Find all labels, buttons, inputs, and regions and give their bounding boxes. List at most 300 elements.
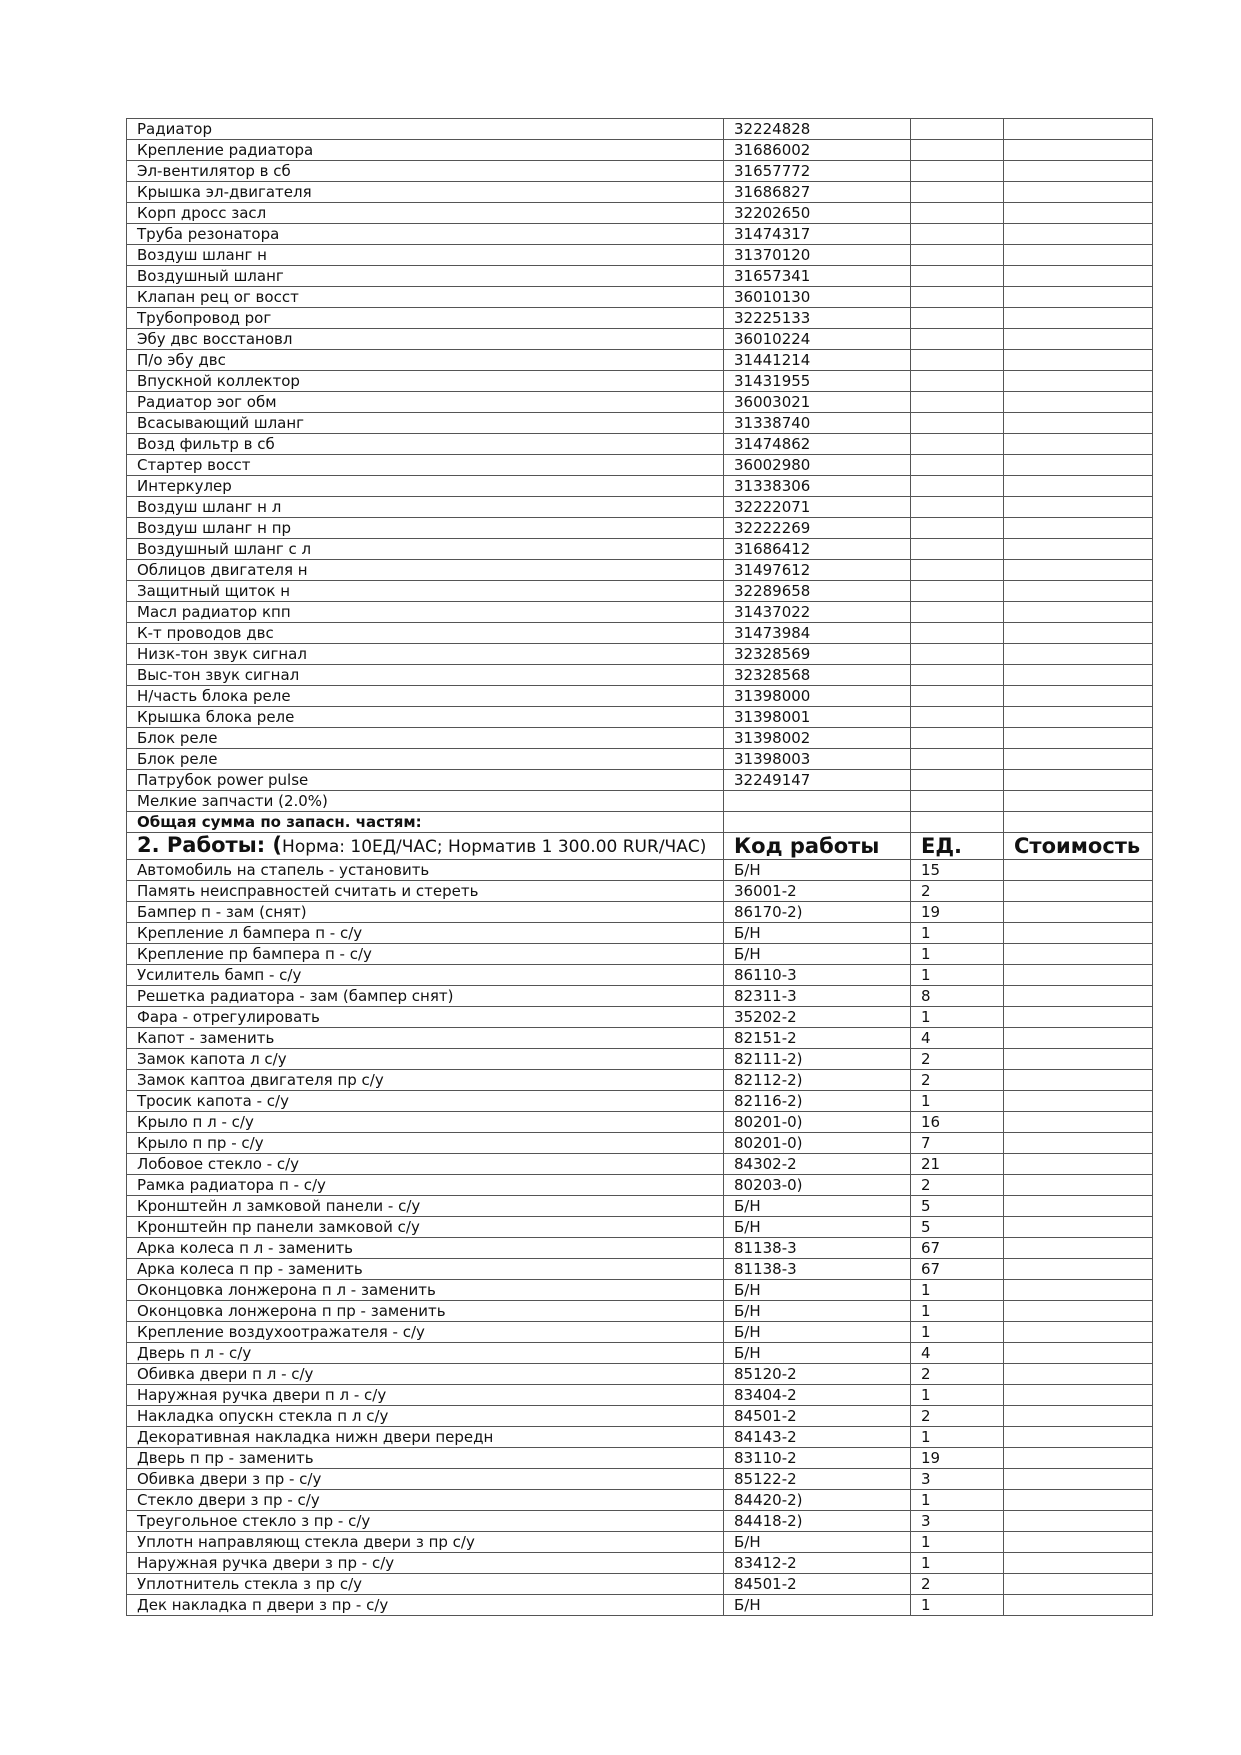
work-cost: [1004, 1448, 1153, 1469]
part-row: [127, 665, 1153, 686]
part-qty: [911, 245, 1004, 266]
work-row: [127, 1532, 1153, 1553]
work-cost: [1004, 1049, 1153, 1070]
work-units: 2: [911, 1175, 1004, 1196]
work-row: [127, 923, 1153, 944]
work-code: 36001-2: [724, 881, 911, 902]
work-units: 2: [911, 1364, 1004, 1385]
part-name: Труба резонатора: [127, 224, 724, 245]
part-cost: [1004, 182, 1153, 203]
part-row: [127, 266, 1153, 287]
work-row: [127, 1196, 1153, 1217]
work-units: 1: [911, 1280, 1004, 1301]
part-code: 31370120: [724, 245, 911, 266]
part-code: 31398003: [724, 749, 911, 770]
work-code: Б/Н: [724, 944, 911, 965]
work-name: Бампер п - зам (снят): [127, 902, 724, 923]
work-code: 81138-3: [724, 1238, 911, 1259]
work-code: Б/Н: [724, 1595, 911, 1616]
part-cost: [1004, 728, 1153, 749]
work-cost: [1004, 1196, 1153, 1217]
part-code: 31474862: [724, 434, 911, 455]
work-code: Б/Н: [724, 1322, 911, 1343]
work-cost: [1004, 1385, 1153, 1406]
work-row: [127, 1553, 1153, 1574]
work-code: 84302-2: [724, 1154, 911, 1175]
part-name: Низк-тон звук сигнал: [127, 644, 724, 665]
work-name: Уплотн направляющ стекла двери з пр с/у: [127, 1532, 724, 1553]
work-cost: [1004, 1007, 1153, 1028]
work-cost: [1004, 1490, 1153, 1511]
part-cost: [1004, 371, 1153, 392]
part-qty: [911, 140, 1004, 161]
work-units: 1: [911, 944, 1004, 965]
part-row: [127, 455, 1153, 476]
work-row: [127, 1238, 1153, 1259]
work-name: Рамка радиатора п - с/у: [127, 1175, 724, 1196]
work-name: Автомобиль на стапель - установить: [127, 860, 724, 881]
work-units: 8: [911, 986, 1004, 1007]
work-cost: [1004, 1091, 1153, 1112]
work-code: Б/Н: [724, 1280, 911, 1301]
part-cost: [1004, 266, 1153, 287]
part-name: К-т проводов двс: [127, 623, 724, 644]
part-qty: [911, 350, 1004, 371]
work-cost: [1004, 1322, 1153, 1343]
work-units: 2: [911, 1406, 1004, 1427]
parts-total-section: [127, 812, 1153, 833]
work-row: [127, 1301, 1153, 1322]
part-code: 31431955: [724, 371, 911, 392]
part-row: [127, 623, 1153, 644]
part-row: [127, 245, 1153, 266]
work-cost: [1004, 1133, 1153, 1154]
work-cost: [1004, 1070, 1153, 1091]
work-name: Крепление воздухоотражателя - с/у: [127, 1322, 724, 1343]
work-units: 2: [911, 1049, 1004, 1070]
works-norm: Норма: 10ЕД/ЧАС; Норматив: [282, 837, 542, 857]
work-name: Капот - заменить: [127, 1028, 724, 1049]
part-qty: [911, 665, 1004, 686]
work-units: 1: [911, 1553, 1004, 1574]
part-row: [127, 686, 1153, 707]
part-name: Радиатор эог обм: [127, 392, 724, 413]
work-units: 1: [911, 1595, 1004, 1616]
part-cost: [1004, 392, 1153, 413]
work-units: 67: [911, 1238, 1004, 1259]
part-code: 31474317: [724, 224, 911, 245]
work-name: Крыло п л - с/у: [127, 1112, 724, 1133]
part-name: Клапан рец ог восст: [127, 287, 724, 308]
part-qty: [911, 791, 1004, 812]
work-name: Усилитель бамп - с/у: [127, 965, 724, 986]
part-row: [127, 434, 1153, 455]
work-units: 1: [911, 1007, 1004, 1028]
part-name: Облицов двигателя н: [127, 560, 724, 581]
part-row: [127, 539, 1153, 560]
part-code: 32328569: [724, 644, 911, 665]
work-code: Б/Н: [724, 1301, 911, 1322]
work-units: 19: [911, 1448, 1004, 1469]
part-code: 31686827: [724, 182, 911, 203]
part-name: П/о эбу двс: [127, 350, 724, 371]
work-cost: [1004, 1301, 1153, 1322]
work-name: Замок каптоа двигателя пр с/у: [127, 1070, 724, 1091]
work-code: 84143-2: [724, 1427, 911, 1448]
work-name: Обивка двери п л - с/у: [127, 1364, 724, 1385]
part-cost: [1004, 308, 1153, 329]
work-name: Декоративная накладка нижн двери передн: [127, 1427, 724, 1448]
work-row: [127, 1217, 1153, 1238]
work-cost: [1004, 1532, 1153, 1553]
part-name: Крепление радиатора: [127, 140, 724, 161]
part-code: 31441214: [724, 350, 911, 371]
part-row: [127, 518, 1153, 539]
work-row: [127, 1595, 1153, 1616]
part-cost: [1004, 476, 1153, 497]
part-code: 31686002: [724, 140, 911, 161]
work-units: 1: [911, 1427, 1004, 1448]
part-cost: [1004, 539, 1153, 560]
part-qty: [911, 287, 1004, 308]
part-name: Мелкие запчасти (2.0%): [127, 791, 724, 812]
part-code: 32289658: [724, 581, 911, 602]
work-row: [127, 986, 1153, 1007]
work-units: 2: [911, 881, 1004, 902]
part-cost: [1004, 224, 1153, 245]
work-name: Крыло п пр - с/у: [127, 1133, 724, 1154]
works-header-row: [127, 833, 1153, 860]
work-name: Кронштейн пр панели замковой с/у: [127, 1217, 724, 1238]
part-code: 31686412: [724, 539, 911, 560]
part-qty: [911, 560, 1004, 581]
work-row: [127, 1070, 1153, 1091]
part-cost: [1004, 623, 1153, 644]
work-cost: [1004, 1469, 1153, 1490]
part-row: [127, 140, 1153, 161]
part-code: 32225133: [724, 308, 911, 329]
part-code: [724, 791, 911, 812]
works-title-cell: [127, 833, 724, 860]
part-qty: [911, 770, 1004, 791]
part-row: [127, 350, 1153, 371]
part-row: [127, 476, 1153, 497]
part-code: 36003021: [724, 392, 911, 413]
work-code: 83412-2: [724, 1553, 911, 1574]
work-units: 2: [911, 1070, 1004, 1091]
work-name: Треугольное стекло з пр - с/у: [127, 1511, 724, 1532]
work-row: [127, 1364, 1153, 1385]
part-qty: [911, 644, 1004, 665]
part-name: Воздушный шланг: [127, 266, 724, 287]
part-name: Стартер восст: [127, 455, 724, 476]
part-row: [127, 308, 1153, 329]
work-name: Уплотнитель стекла з пр с/у: [127, 1574, 724, 1595]
work-units: 7: [911, 1133, 1004, 1154]
part-name: Крышка блока реле: [127, 707, 724, 728]
part-code: 36010130: [724, 287, 911, 308]
work-name: Крепление л бампера п - с/у: [127, 923, 724, 944]
work-code: Б/Н: [724, 1196, 911, 1217]
part-name: Возд фильтр в сб: [127, 434, 724, 455]
part-name: Выс-тон звук сигнал: [127, 665, 724, 686]
work-units: 1: [911, 1091, 1004, 1112]
part-qty: [911, 749, 1004, 770]
work-cost: [1004, 1259, 1153, 1280]
part-code: 36002980: [724, 455, 911, 476]
part-qty: [911, 308, 1004, 329]
work-row: [127, 1406, 1153, 1427]
part-qty: [911, 707, 1004, 728]
work-cost: [1004, 1280, 1153, 1301]
work-units: 67: [911, 1259, 1004, 1280]
part-cost: [1004, 791, 1153, 812]
works-rate: 1 300.00 RUR/ЧАС): [541, 837, 707, 857]
part-row: [127, 413, 1153, 434]
part-name: Блок реле: [127, 728, 724, 749]
work-cost: [1004, 902, 1153, 923]
work-code: Б/Н: [724, 1343, 911, 1364]
work-code: 80201-0): [724, 1133, 911, 1154]
work-cost: [1004, 1217, 1153, 1238]
work-cost: [1004, 1574, 1153, 1595]
work-units: 5: [911, 1196, 1004, 1217]
parts-total-row: [127, 812, 1153, 833]
part-qty: [911, 686, 1004, 707]
works-section: [127, 860, 1153, 1616]
works-header-section: [127, 833, 1153, 860]
part-cost: [1004, 644, 1153, 665]
part-code: 31338306: [724, 476, 911, 497]
work-cost: [1004, 1028, 1153, 1049]
part-cost: [1004, 455, 1153, 476]
part-row: [127, 203, 1153, 224]
part-cost: [1004, 350, 1153, 371]
work-row: [127, 860, 1153, 881]
part-row: [127, 119, 1153, 140]
work-cost: [1004, 860, 1153, 881]
work-name: Оконцовка лонжерона п л - заменить: [127, 1280, 724, 1301]
work-units: 2: [911, 1574, 1004, 1595]
work-units: 1: [911, 1532, 1004, 1553]
part-code: 32249147: [724, 770, 911, 791]
work-name: Тросик капота - с/у: [127, 1091, 724, 1112]
work-cost: [1004, 923, 1153, 944]
part-name: Интеркулер: [127, 476, 724, 497]
col-header-units: ЕД.: [911, 833, 1004, 860]
part-code: 31398000: [724, 686, 911, 707]
part-qty: [911, 329, 1004, 350]
work-row: [127, 1322, 1153, 1343]
work-units: 19: [911, 902, 1004, 923]
part-code: 32224828: [724, 119, 911, 140]
part-cost: [1004, 665, 1153, 686]
part-row: [127, 161, 1153, 182]
part-name: Масл радиатор кпп: [127, 602, 724, 623]
work-cost: [1004, 986, 1153, 1007]
work-cost: [1004, 1364, 1153, 1385]
part-code: 36010224: [724, 329, 911, 350]
part-row: [127, 182, 1153, 203]
part-name: Воздушный шланг с л: [127, 539, 724, 560]
work-name: Арка колеса п л - заменить: [127, 1238, 724, 1259]
part-row: [127, 749, 1153, 770]
work-row: [127, 1280, 1153, 1301]
work-units: 1: [911, 1490, 1004, 1511]
part-name: Радиатор: [127, 119, 724, 140]
part-cost: [1004, 749, 1153, 770]
part-code: 32202650: [724, 203, 911, 224]
work-row: [127, 965, 1153, 986]
part-row: [127, 644, 1153, 665]
work-code: Б/Н: [724, 923, 911, 944]
part-qty: [911, 266, 1004, 287]
part-code: 31657772: [724, 161, 911, 182]
work-cost: [1004, 944, 1153, 965]
work-code: 83404-2: [724, 1385, 911, 1406]
work-code: 82151-2: [724, 1028, 911, 1049]
work-units: 21: [911, 1154, 1004, 1175]
work-name: Наружная ручка двери п л - с/у: [127, 1385, 724, 1406]
work-units: 1: [911, 965, 1004, 986]
work-name: Стекло двери з пр - с/у: [127, 1490, 724, 1511]
work-name: Кронштейн л замковой панели - с/у: [127, 1196, 724, 1217]
work-units: 1: [911, 1322, 1004, 1343]
part-row: [127, 497, 1153, 518]
work-code: 85120-2: [724, 1364, 911, 1385]
works-title: 2. Работы: (: [137, 833, 283, 857]
part-qty: [911, 497, 1004, 518]
work-code: 86110-3: [724, 965, 911, 986]
part-code: 32222269: [724, 518, 911, 539]
part-row: [127, 224, 1153, 245]
work-code: 84501-2: [724, 1406, 911, 1427]
work-row: [127, 1049, 1153, 1070]
work-units: 16: [911, 1112, 1004, 1133]
part-cost: [1004, 686, 1153, 707]
part-name: Патрубок power pulse: [127, 770, 724, 791]
part-qty: [911, 476, 1004, 497]
part-qty: [911, 581, 1004, 602]
work-units: 15: [911, 860, 1004, 881]
work-code: 82112-2): [724, 1070, 911, 1091]
work-row: [127, 1343, 1153, 1364]
work-row: [127, 1574, 1153, 1595]
work-name: Замок капота л с/у: [127, 1049, 724, 1070]
work-code: Б/Н: [724, 860, 911, 881]
work-units: 1: [911, 1385, 1004, 1406]
part-cost: [1004, 581, 1153, 602]
part-name: Впускной коллектор: [127, 371, 724, 392]
part-cost: [1004, 518, 1153, 539]
part-code: 31657341: [724, 266, 911, 287]
work-cost: [1004, 1406, 1153, 1427]
part-code: 32328568: [724, 665, 911, 686]
work-name: Дверь п л - с/у: [127, 1343, 724, 1364]
work-units: 1: [911, 923, 1004, 944]
parts-section: [127, 119, 1153, 812]
work-code: 86170-2): [724, 902, 911, 923]
part-cost: [1004, 119, 1153, 140]
part-name: Воздуш шланг н: [127, 245, 724, 266]
work-row: [127, 881, 1153, 902]
col-header-cost: Стоимость: [1004, 833, 1153, 860]
work-code: 80203-0): [724, 1175, 911, 1196]
part-name: Н/часть блока реле: [127, 686, 724, 707]
part-qty: [911, 182, 1004, 203]
col-header-code: Код работы: [724, 833, 911, 860]
part-qty: [911, 455, 1004, 476]
part-row: [127, 770, 1153, 791]
work-code: 84418-2): [724, 1511, 911, 1532]
work-cost: [1004, 1154, 1153, 1175]
part-row: [127, 581, 1153, 602]
work-code: 82311-3: [724, 986, 911, 1007]
work-code: 83110-2: [724, 1448, 911, 1469]
part-qty: [911, 434, 1004, 455]
work-name: Решетка радиатора - зам (бампер снят): [127, 986, 724, 1007]
part-cost: [1004, 560, 1153, 581]
work-row: [127, 1007, 1153, 1028]
work-name: Дверь п пр - заменить: [127, 1448, 724, 1469]
part-name: Трубопровод рог: [127, 308, 724, 329]
part-name: Воздуш шланг н л: [127, 497, 724, 518]
part-qty: [911, 224, 1004, 245]
part-row: [127, 707, 1153, 728]
work-units: 1: [911, 1301, 1004, 1322]
work-code: 80201-0): [724, 1112, 911, 1133]
work-row: [127, 1154, 1153, 1175]
work-name: Крепление пр бампера п - с/у: [127, 944, 724, 965]
part-row: [127, 728, 1153, 749]
part-cost: [1004, 770, 1153, 791]
work-cost: [1004, 965, 1153, 986]
work-units: 5: [911, 1217, 1004, 1238]
work-cost: [1004, 1112, 1153, 1133]
work-name: Дек накладка п двери з пр - с/у: [127, 1595, 724, 1616]
work-cost: [1004, 1343, 1153, 1364]
work-code: 84420-2): [724, 1490, 911, 1511]
work-row: [127, 1385, 1153, 1406]
part-name: Корп дросс засл: [127, 203, 724, 224]
work-row: [127, 1091, 1153, 1112]
work-units: 4: [911, 1343, 1004, 1364]
part-cost: [1004, 707, 1153, 728]
part-name: Блок реле: [127, 749, 724, 770]
work-name: Наружная ручка двери з пр - с/у: [127, 1553, 724, 1574]
part-cost: [1004, 203, 1153, 224]
work-row: [127, 1259, 1153, 1280]
work-name: Память неисправностей считать и стереть: [127, 881, 724, 902]
work-cost: [1004, 1238, 1153, 1259]
part-qty: [911, 539, 1004, 560]
work-name: Накладка опускн стекла п л с/у: [127, 1406, 724, 1427]
work-code: 82116-2): [724, 1091, 911, 1112]
work-row: [127, 1112, 1153, 1133]
part-qty: [911, 119, 1004, 140]
part-name: Воздуш шланг н пр: [127, 518, 724, 539]
part-name: Защитный щиток н: [127, 581, 724, 602]
work-name: Фара - отрегулировать: [127, 1007, 724, 1028]
part-code: 31437022: [724, 602, 911, 623]
part-code: 32222071: [724, 497, 911, 518]
part-row: [127, 371, 1153, 392]
work-code: Б/Н: [724, 1532, 911, 1553]
work-code: 84501-2: [724, 1574, 911, 1595]
work-units: 3: [911, 1469, 1004, 1490]
part-qty: [911, 203, 1004, 224]
work-row: [127, 1427, 1153, 1448]
